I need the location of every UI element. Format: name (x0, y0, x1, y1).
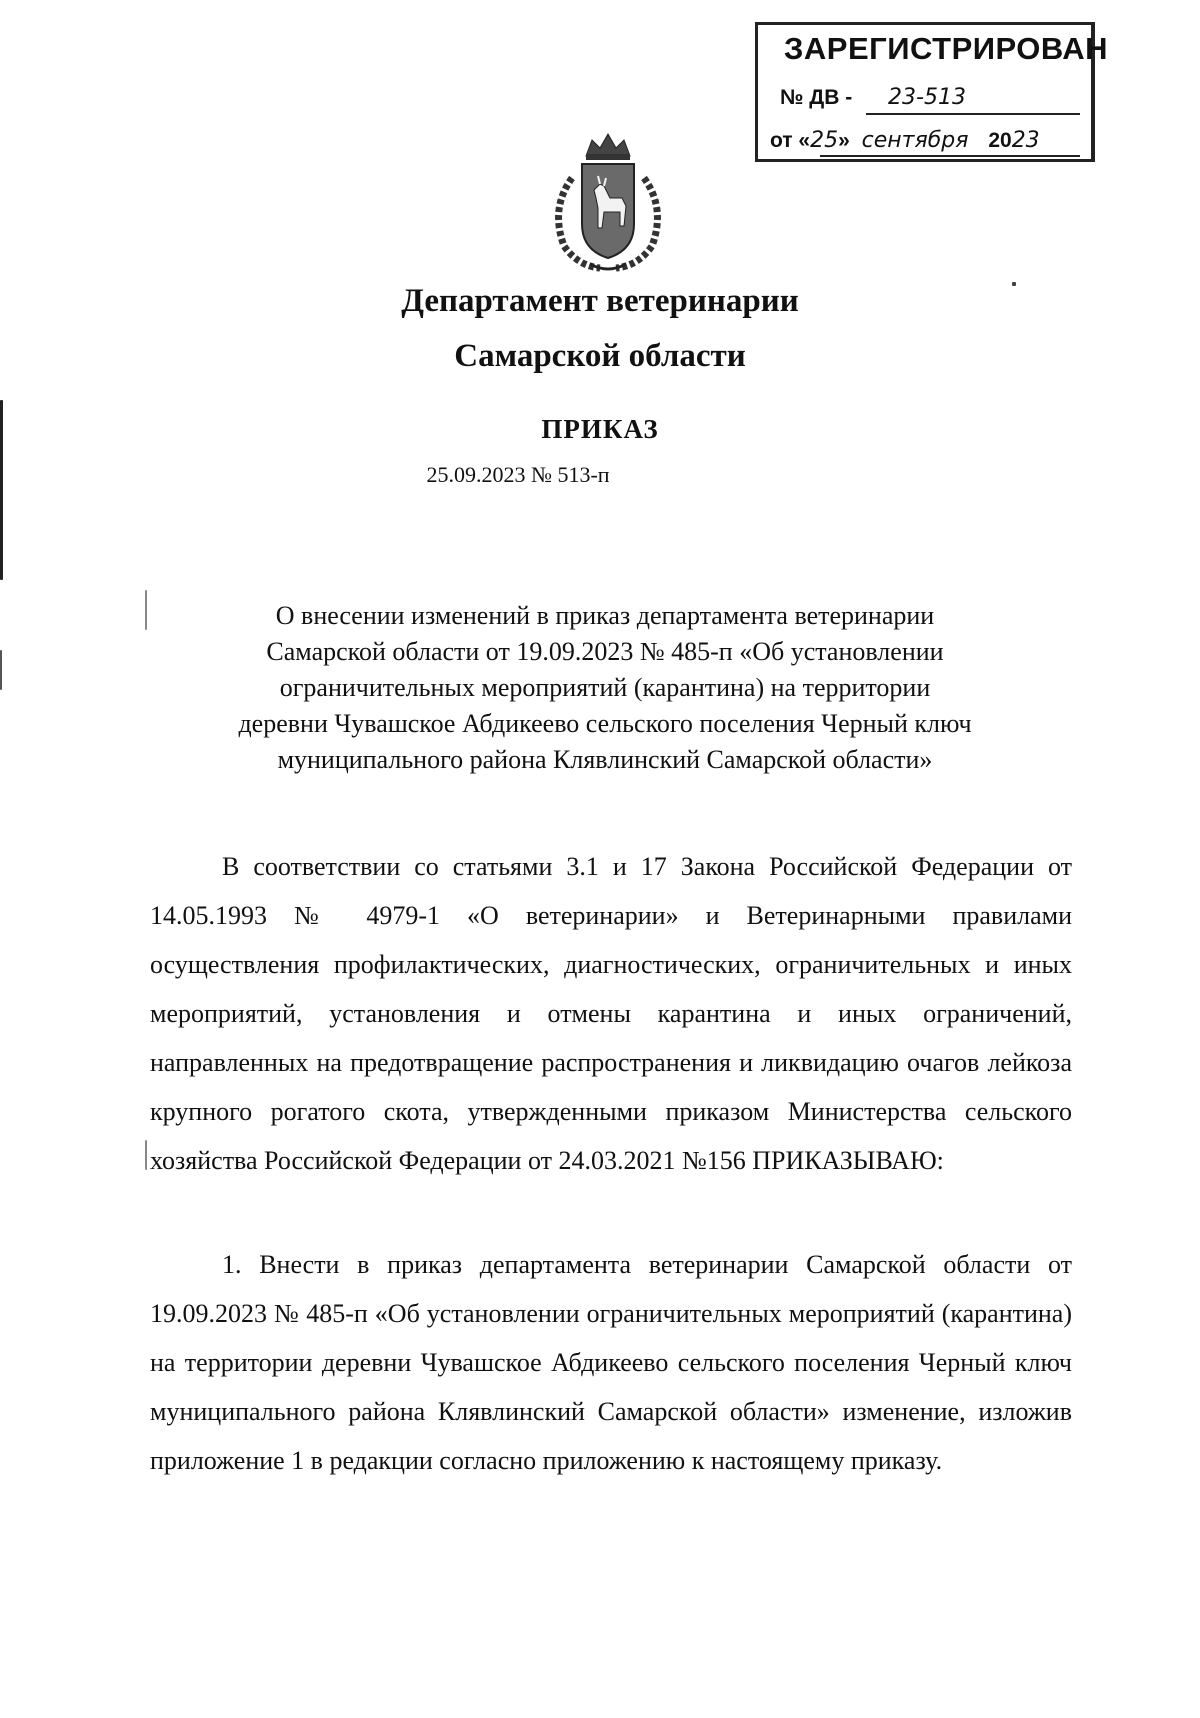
scan-speck (1012, 282, 1016, 286)
scan-margin-mark (145, 590, 147, 630)
item-1-text: 1. Внести в приказ департамента ветеринарии Самарской области от 19.09.2023 № 485-п «Об установлении ограничительных мероприятий (карантина) на территории деревни Чувашское Абдикеево сельского поселения Черный ключ муниципального района Клявлинский Самарской области» изменение, изложив приложение 1 в редакции согласно приложению к настоящему приказу. (150, 1250, 1072, 1475)
subject-line: муниципального района Клявлинский Самарской области» (277, 745, 933, 774)
order-subject (190, 598, 1020, 778)
subject-line: Самарской области от 19.09.2023 № 485-п «Об установлении (266, 637, 944, 666)
department-name-line1: Департамент ветеринарии (401, 283, 799, 319)
stamp-number-row (780, 85, 966, 110)
subject-line: ограничительных мероприятий (карантина) на территории (279, 673, 931, 702)
order-title: ПРИКАЗ (541, 414, 659, 444)
scan-edge-mark (0, 650, 2, 690)
stamp-date-underline (820, 155, 1080, 157)
scan-margin-mark (145, 1140, 147, 1170)
stamp-year-suffix: 23 (1011, 128, 1040, 153)
stamp-year-prefix: 20 (988, 129, 1012, 152)
registration-stamp (755, 22, 1109, 162)
stamp-date-mid: » (838, 129, 850, 152)
stamp-date-prefix: от « (770, 129, 811, 152)
stamp-date-day: 25 (810, 128, 839, 153)
scan-edge-mark (0, 400, 3, 580)
stamp-number-value: 23-513 (888, 85, 966, 110)
stamp-date-month: сентября (861, 128, 969, 153)
order-number: 25.09.2023 № 513-п (426, 462, 610, 487)
preamble-text: В соответствии со статьями 3.1 и 17 Закона Российской Федерации от 14.05.1993 № 4979-1 «О ветеринарии» и Ветеринарными правилами осуществления профилактических, диагностических, ограничительных и иных мероприятий, установления и отмены карантина и иных ограничений, направленных на предотвращение распространения и ликвидацию очагов лейкоза крупного рогатого скота, утвержденными приказом Министерства сельского хозяйства Российской Федерации от 24.03.2021 №156 ПРИКАЗЫВАЮ: (150, 852, 1072, 1175)
item-1-paragraph (150, 1240, 1072, 1485)
stamp-number-underline (866, 113, 1080, 115)
subject-line: О внесении изменений в приказ департамента ветеринарии (275, 601, 935, 630)
stamp-number-prefix: № ДВ - (780, 86, 853, 109)
subject-line: деревни Чувашское Абдикеево сельского поселения Черный ключ (238, 709, 972, 738)
preamble-paragraph (150, 842, 1072, 1185)
stamp-date-row (770, 128, 1040, 153)
department-name-line2: Самарской области (454, 338, 746, 374)
coat-of-arms-icon (538, 128, 678, 278)
stamp-title: ЗАРЕГИСТРИРОВАН (784, 31, 1109, 66)
